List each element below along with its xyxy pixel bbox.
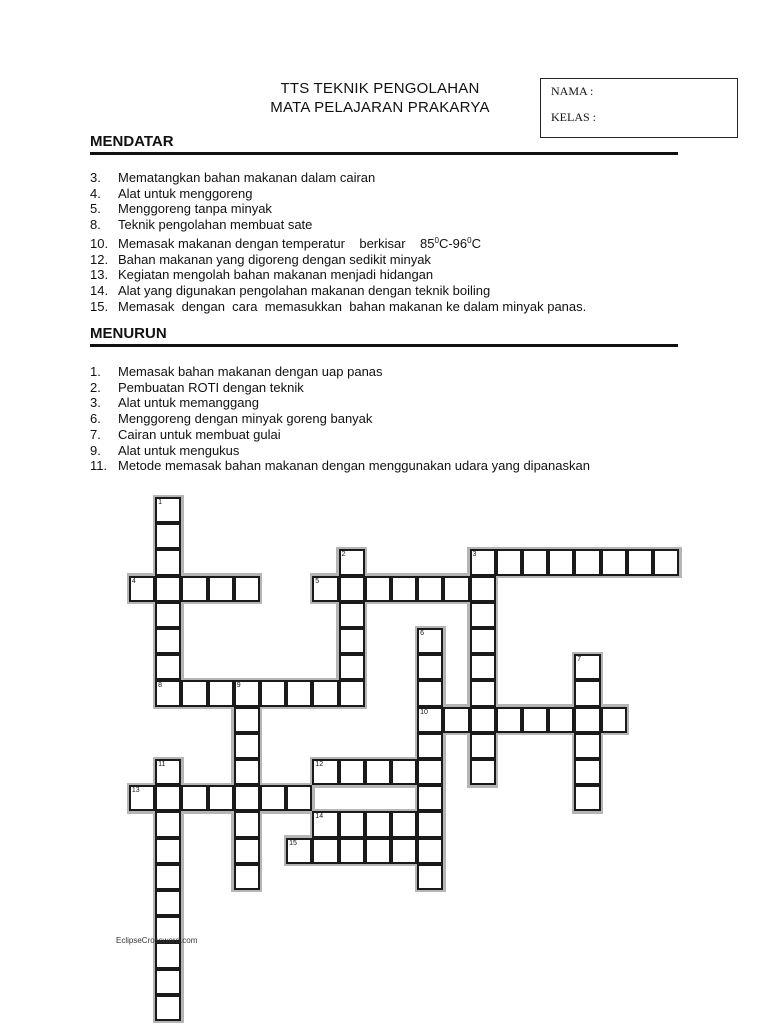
answer-cell[interactable] [472, 709, 494, 731]
answer-cell[interactable] [472, 630, 494, 652]
answer-cell[interactable] [419, 866, 441, 888]
answer-cell[interactable] [576, 735, 598, 757]
answer-cell[interactable] [498, 551, 520, 573]
answer-cell[interactable] [419, 840, 441, 862]
answer-cell[interactable] [367, 578, 389, 600]
answer-cell[interactable] [236, 787, 258, 809]
answer-cell[interactable] [236, 840, 258, 862]
answer-cell[interactable] [341, 604, 363, 626]
answer-cell[interactable] [131, 787, 153, 809]
clue-across-13: 13. Kegiatan mengolah bahan makanan menjadi hidangan [90, 267, 434, 283]
answer-cell[interactable] [341, 578, 363, 600]
mendatar-heading: MENDATAR [90, 133, 174, 150]
clue-across-5: 5. Menggoreng tanpa minyak [90, 201, 272, 217]
answer-cell[interactable] [550, 709, 572, 731]
answer-cell[interactable] [131, 578, 153, 600]
answer-cell[interactable] [157, 840, 179, 862]
answer-cell[interactable] [472, 761, 494, 783]
answer-cell[interactable] [472, 578, 494, 600]
answer-cell[interactable] [288, 787, 310, 809]
answer-cell[interactable] [341, 813, 363, 835]
answer-cell[interactable] [472, 735, 494, 757]
answer-cell[interactable] [445, 578, 467, 600]
clue-number-7: 7 [577, 656, 582, 664]
answer-cell[interactable] [472, 551, 494, 573]
clue-across-10: 10. Memasak makanan dengan temperatur berkisar $85^0C-96^0C$ [90, 235, 481, 251]
answer-cell[interactable] [341, 761, 363, 783]
answer-cell[interactable] [314, 761, 336, 783]
answer-cell[interactable] [367, 761, 389, 783]
answer-cell[interactable] [367, 813, 389, 835]
answer-cell[interactable] [314, 840, 336, 862]
answer-cell[interactable] [629, 551, 651, 573]
answer-cell[interactable] [236, 761, 258, 783]
clue-number-13: 13 [131, 787, 140, 795]
answer-cell[interactable] [183, 787, 205, 809]
answer-cell[interactable] [550, 551, 572, 573]
answer-cell[interactable] [157, 499, 179, 521]
answer-cell[interactable] [183, 682, 205, 704]
answer-cell[interactable] [576, 709, 598, 731]
answer-cell[interactable] [393, 840, 415, 862]
clue-down-9: 9. Alat untuk mengukus [90, 442, 240, 458]
clue-number-3: 3 [472, 551, 477, 559]
clue-number-2: 2 [341, 551, 346, 559]
answer-cell[interactable] [288, 682, 310, 704]
clue-across-12: 12. Bahan makanan yang digoreng dengan sedikit minyak [90, 251, 431, 267]
clue-number-15: 15 [289, 839, 297, 847]
clue-across-8: 8. Teknik pengolahan membuat sate [90, 217, 313, 233]
answer-cell[interactable] [419, 813, 441, 835]
answer-cell[interactable] [314, 682, 336, 704]
answer-cell[interactable] [445, 709, 467, 731]
answer-cell[interactable] [157, 944, 179, 966]
answer-cell[interactable] [576, 656, 598, 678]
clue-down-11: 11. Metode memasak bahan makanan dengan menggunakan udara yang dipanaskan [90, 458, 590, 474]
answer-cell[interactable] [419, 578, 441, 600]
answer-cell[interactable] [236, 578, 258, 600]
answer-cell[interactable] [157, 971, 179, 993]
answer-cell[interactable] [655, 551, 677, 573]
kelas-label: KELAS : [551, 110, 596, 124]
answer-cell[interactable] [341, 551, 363, 573]
answer-cell[interactable] [157, 682, 179, 704]
answer-cell[interactable] [157, 761, 179, 783]
clue-number-4: 4 [131, 577, 136, 585]
answer-cell[interactable] [576, 551, 598, 573]
answer-cell[interactable] [419, 735, 441, 757]
nama-label: NAMA : [551, 84, 594, 98]
answer-cell[interactable] [157, 630, 179, 652]
answer-cell[interactable] [603, 709, 625, 731]
answer-cell[interactable] [157, 813, 179, 835]
answer-cell[interactable] [472, 604, 494, 626]
answer-cell[interactable] [524, 551, 546, 573]
clue-down-3: 3. Alat untuk memanggang [90, 395, 259, 411]
answer-cell[interactable] [393, 813, 415, 835]
answer-cell[interactable] [498, 709, 520, 731]
answer-cell[interactable] [367, 840, 389, 862]
answer-cell[interactable] [419, 709, 441, 731]
clue-number-9: 9 [236, 682, 241, 690]
clue-number-5: 5 [315, 577, 320, 585]
clue-across-3: 3. Mematangkan bahan makanan dalam cairan [90, 170, 376, 185]
answer-cell[interactable] [393, 761, 415, 783]
answer-cell[interactable] [576, 682, 598, 704]
answer-cell[interactable] [157, 656, 179, 678]
answer-cell[interactable] [341, 840, 363, 862]
answer-cell[interactable] [236, 682, 258, 704]
clue-down-2: 2. Pembuatan ROTI dengan teknik [90, 379, 304, 395]
answer-cell[interactable] [314, 578, 336, 600]
answer-cell[interactable] [419, 761, 441, 783]
clue-down-7: 7. Cairan untuk membuat gulai [90, 426, 281, 442]
answer-cell[interactable] [236, 813, 258, 835]
clue-across-4: 4. Alat untuk menggoreng [90, 185, 253, 201]
clue-down-6: 6. Menggoreng dengan minyak goreng banyak [90, 411, 373, 427]
answer-cell[interactable] [393, 578, 415, 600]
answer-cell[interactable] [236, 709, 258, 731]
clue-across-15: 15. Memasak dengan cara memasukkan bahan makanan ke dalam minyak panas. [90, 298, 587, 314]
answer-cell[interactable] [341, 682, 363, 704]
answer-cell[interactable] [157, 525, 179, 547]
clue-number-10: 10 [420, 708, 428, 716]
answer-cell[interactable] [288, 840, 310, 862]
clue-down-1: 1. Memasak bahan makanan dengan uap panas [90, 364, 383, 379]
answer-cell[interactable] [157, 866, 179, 888]
clue-number-11: 11 [158, 760, 166, 768]
answer-cell[interactable] [341, 656, 363, 678]
answer-cell[interactable] [157, 997, 179, 1019]
clue-number-6: 6 [420, 629, 424, 637]
answer-cell[interactable] [157, 578, 179, 600]
answer-cell[interactable] [262, 787, 284, 809]
clue-across-14: 14. Alat yang digunakan pengolahan makanan dengan teknik boiling [90, 282, 491, 298]
answer-cell[interactable] [157, 604, 179, 626]
answer-cell[interactable] [472, 656, 494, 678]
answer-cell[interactable] [419, 682, 441, 704]
answer-cell[interactable] [157, 892, 179, 914]
answer-cell[interactable] [419, 630, 441, 652]
answer-cell[interactable] [183, 578, 205, 600]
answer-cell[interactable] [236, 866, 258, 888]
answer-cell[interactable] [157, 551, 179, 573]
answer-cell[interactable] [210, 578, 232, 600]
answer-cell[interactable] [419, 656, 441, 678]
eclipsecrossword-credit: EclipseCrossword.com [116, 936, 198, 945]
answer-cell[interactable] [262, 682, 284, 704]
answer-cell[interactable] [157, 787, 179, 809]
answer-cell[interactable] [576, 787, 598, 809]
answer-cell[interactable] [524, 709, 546, 731]
answer-cell[interactable] [341, 630, 363, 652]
answer-cell[interactable] [419, 787, 441, 809]
answer-cell[interactable] [603, 551, 625, 573]
answer-cell[interactable] [472, 682, 494, 704]
puzzle-title-line1: TTS TEKNIK PENGOLAHAN [280, 80, 480, 97]
answer-cell[interactable] [210, 787, 232, 809]
answer-cell[interactable] [236, 735, 258, 757]
clue-number-1: 1 [158, 498, 162, 506]
answer-cell[interactable] [210, 682, 232, 704]
menurun-heading: MENURUN [90, 325, 167, 342]
puzzle-title-line2: MATA PELAJARAN PRAKARYA [270, 99, 490, 116]
clue-number-14: 14 [315, 813, 324, 821]
answer-cell[interactable] [576, 761, 598, 783]
clue-number-8: 8 [158, 682, 162, 690]
clue-number-12: 12 [315, 760, 324, 768]
answer-cell[interactable] [314, 813, 336, 835]
